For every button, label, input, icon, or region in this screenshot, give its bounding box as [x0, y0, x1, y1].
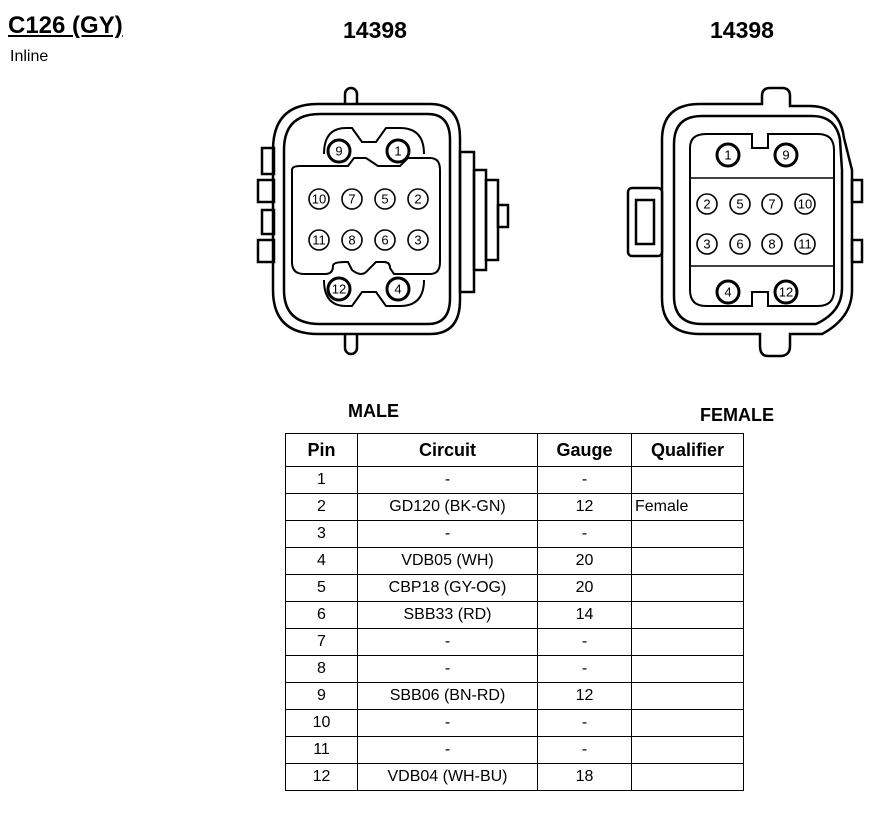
pin-number: 5: [736, 196, 744, 212]
table-row: [286, 656, 744, 683]
pin-number: 3: [414, 232, 422, 248]
female-part-number: 14398: [710, 17, 774, 43]
pin-number: 6: [381, 232, 389, 248]
pin-cell: 1: [286, 467, 358, 494]
pin-cell: 9: [286, 683, 358, 710]
qualifier-cell: [632, 683, 744, 710]
pin-number: 2: [703, 196, 711, 212]
pin-number: 3: [703, 236, 711, 252]
table-row: [286, 494, 744, 521]
gauge-cell: -: [538, 629, 632, 656]
header-pin: Pin: [286, 434, 358, 467]
gauge-cell: -: [538, 521, 632, 548]
pin-number: 4: [724, 284, 732, 300]
circuit-cell: VDB05 (WH): [358, 548, 538, 575]
pin-cell: 6: [286, 602, 358, 629]
pin-cell: 3: [286, 521, 358, 548]
qualifier-cell: [632, 602, 744, 629]
gauge-cell: 20: [538, 548, 632, 575]
pin-cell: 11: [286, 737, 358, 764]
pin-number: 8: [768, 236, 776, 252]
circuit-cell: -: [358, 629, 538, 656]
qualifier-cell: [632, 629, 744, 656]
gauge-cell: -: [538, 737, 632, 764]
pin-number: 9: [335, 143, 343, 159]
pin-number: 11: [798, 236, 812, 252]
pin-cell: 7: [286, 629, 358, 656]
circuit-cell: -: [358, 521, 538, 548]
circuit-cell: -: [358, 656, 538, 683]
table-row: [286, 764, 744, 791]
pin-number: 11: [312, 232, 326, 248]
table-row: [286, 629, 744, 656]
pin-table: [285, 433, 744, 791]
header-qualifier: Qualifier: [632, 434, 744, 467]
gauge-cell: 12: [538, 494, 632, 521]
gauge-cell: 20: [538, 575, 632, 602]
gauge-cell: -: [538, 467, 632, 494]
gauge-cell: 14: [538, 602, 632, 629]
pin-number: 10: [311, 191, 327, 207]
pin-cell: 5: [286, 575, 358, 602]
connector-location: Inline: [10, 48, 49, 65]
female-label: FEMALE: [700, 405, 774, 425]
pin-number: 10: [797, 196, 813, 212]
pin-number: 5: [381, 191, 389, 207]
pin-table-header: [286, 434, 744, 467]
circuit-cell: SBB06 (BN-RD): [358, 683, 538, 710]
circuit-cell: -: [358, 737, 538, 764]
circuit-cell: SBB33 (RD): [358, 602, 538, 629]
header-circuit: Circuit: [358, 434, 538, 467]
table-row: [286, 521, 744, 548]
pin-number: 6: [736, 236, 744, 252]
connector-id: C126 (GY): [8, 12, 123, 39]
pin-number: 2: [414, 191, 422, 207]
table-row: [286, 575, 744, 602]
table-row: [286, 467, 744, 494]
qualifier-cell: [632, 521, 744, 548]
qualifier-cell: Female: [632, 494, 744, 521]
table-row: [286, 548, 744, 575]
pin-cell: 2: [286, 494, 358, 521]
gauge-cell: -: [538, 656, 632, 683]
pin-cell: 8: [286, 656, 358, 683]
pin-number: 12: [331, 281, 347, 297]
qualifier-cell: [632, 656, 744, 683]
male-label: MALE: [348, 401, 399, 421]
pin-number: 1: [394, 143, 402, 159]
table-row: [286, 683, 744, 710]
qualifier-cell: [632, 548, 744, 575]
female-connector-housing: [628, 88, 862, 356]
circuit-cell: -: [358, 710, 538, 737]
pin-cell: 10: [286, 710, 358, 737]
gauge-cell: 18: [538, 764, 632, 791]
pin-number: 8: [348, 232, 356, 248]
male-part-number: 14398: [343, 17, 407, 43]
table-row: [286, 602, 744, 629]
male-connector-housing: [258, 88, 508, 354]
pin-number: 7: [768, 196, 776, 212]
qualifier-cell: [632, 737, 744, 764]
qualifier-cell: [632, 467, 744, 494]
pin-number: 9: [782, 147, 790, 163]
header-gauge: Gauge: [538, 434, 632, 467]
circuit-cell: VDB04 (WH-BU): [358, 764, 538, 791]
pin-cell: 4: [286, 548, 358, 575]
table-row: [286, 710, 744, 737]
circuit-cell: -: [358, 467, 538, 494]
pin-number: 12: [778, 284, 794, 300]
gauge-cell: -: [538, 710, 632, 737]
qualifier-cell: [632, 575, 744, 602]
qualifier-cell: [632, 710, 744, 737]
pin-number: 1: [724, 147, 732, 163]
qualifier-cell: [632, 764, 744, 791]
gauge-cell: 12: [538, 683, 632, 710]
pin-number: 7: [348, 191, 356, 207]
pin-number: 4: [394, 281, 402, 297]
pin-cell: 12: [286, 764, 358, 791]
circuit-cell: CBP18 (GY-OG): [358, 575, 538, 602]
circuit-cell: GD120 (BK-GN): [358, 494, 538, 521]
table-row: [286, 737, 744, 764]
